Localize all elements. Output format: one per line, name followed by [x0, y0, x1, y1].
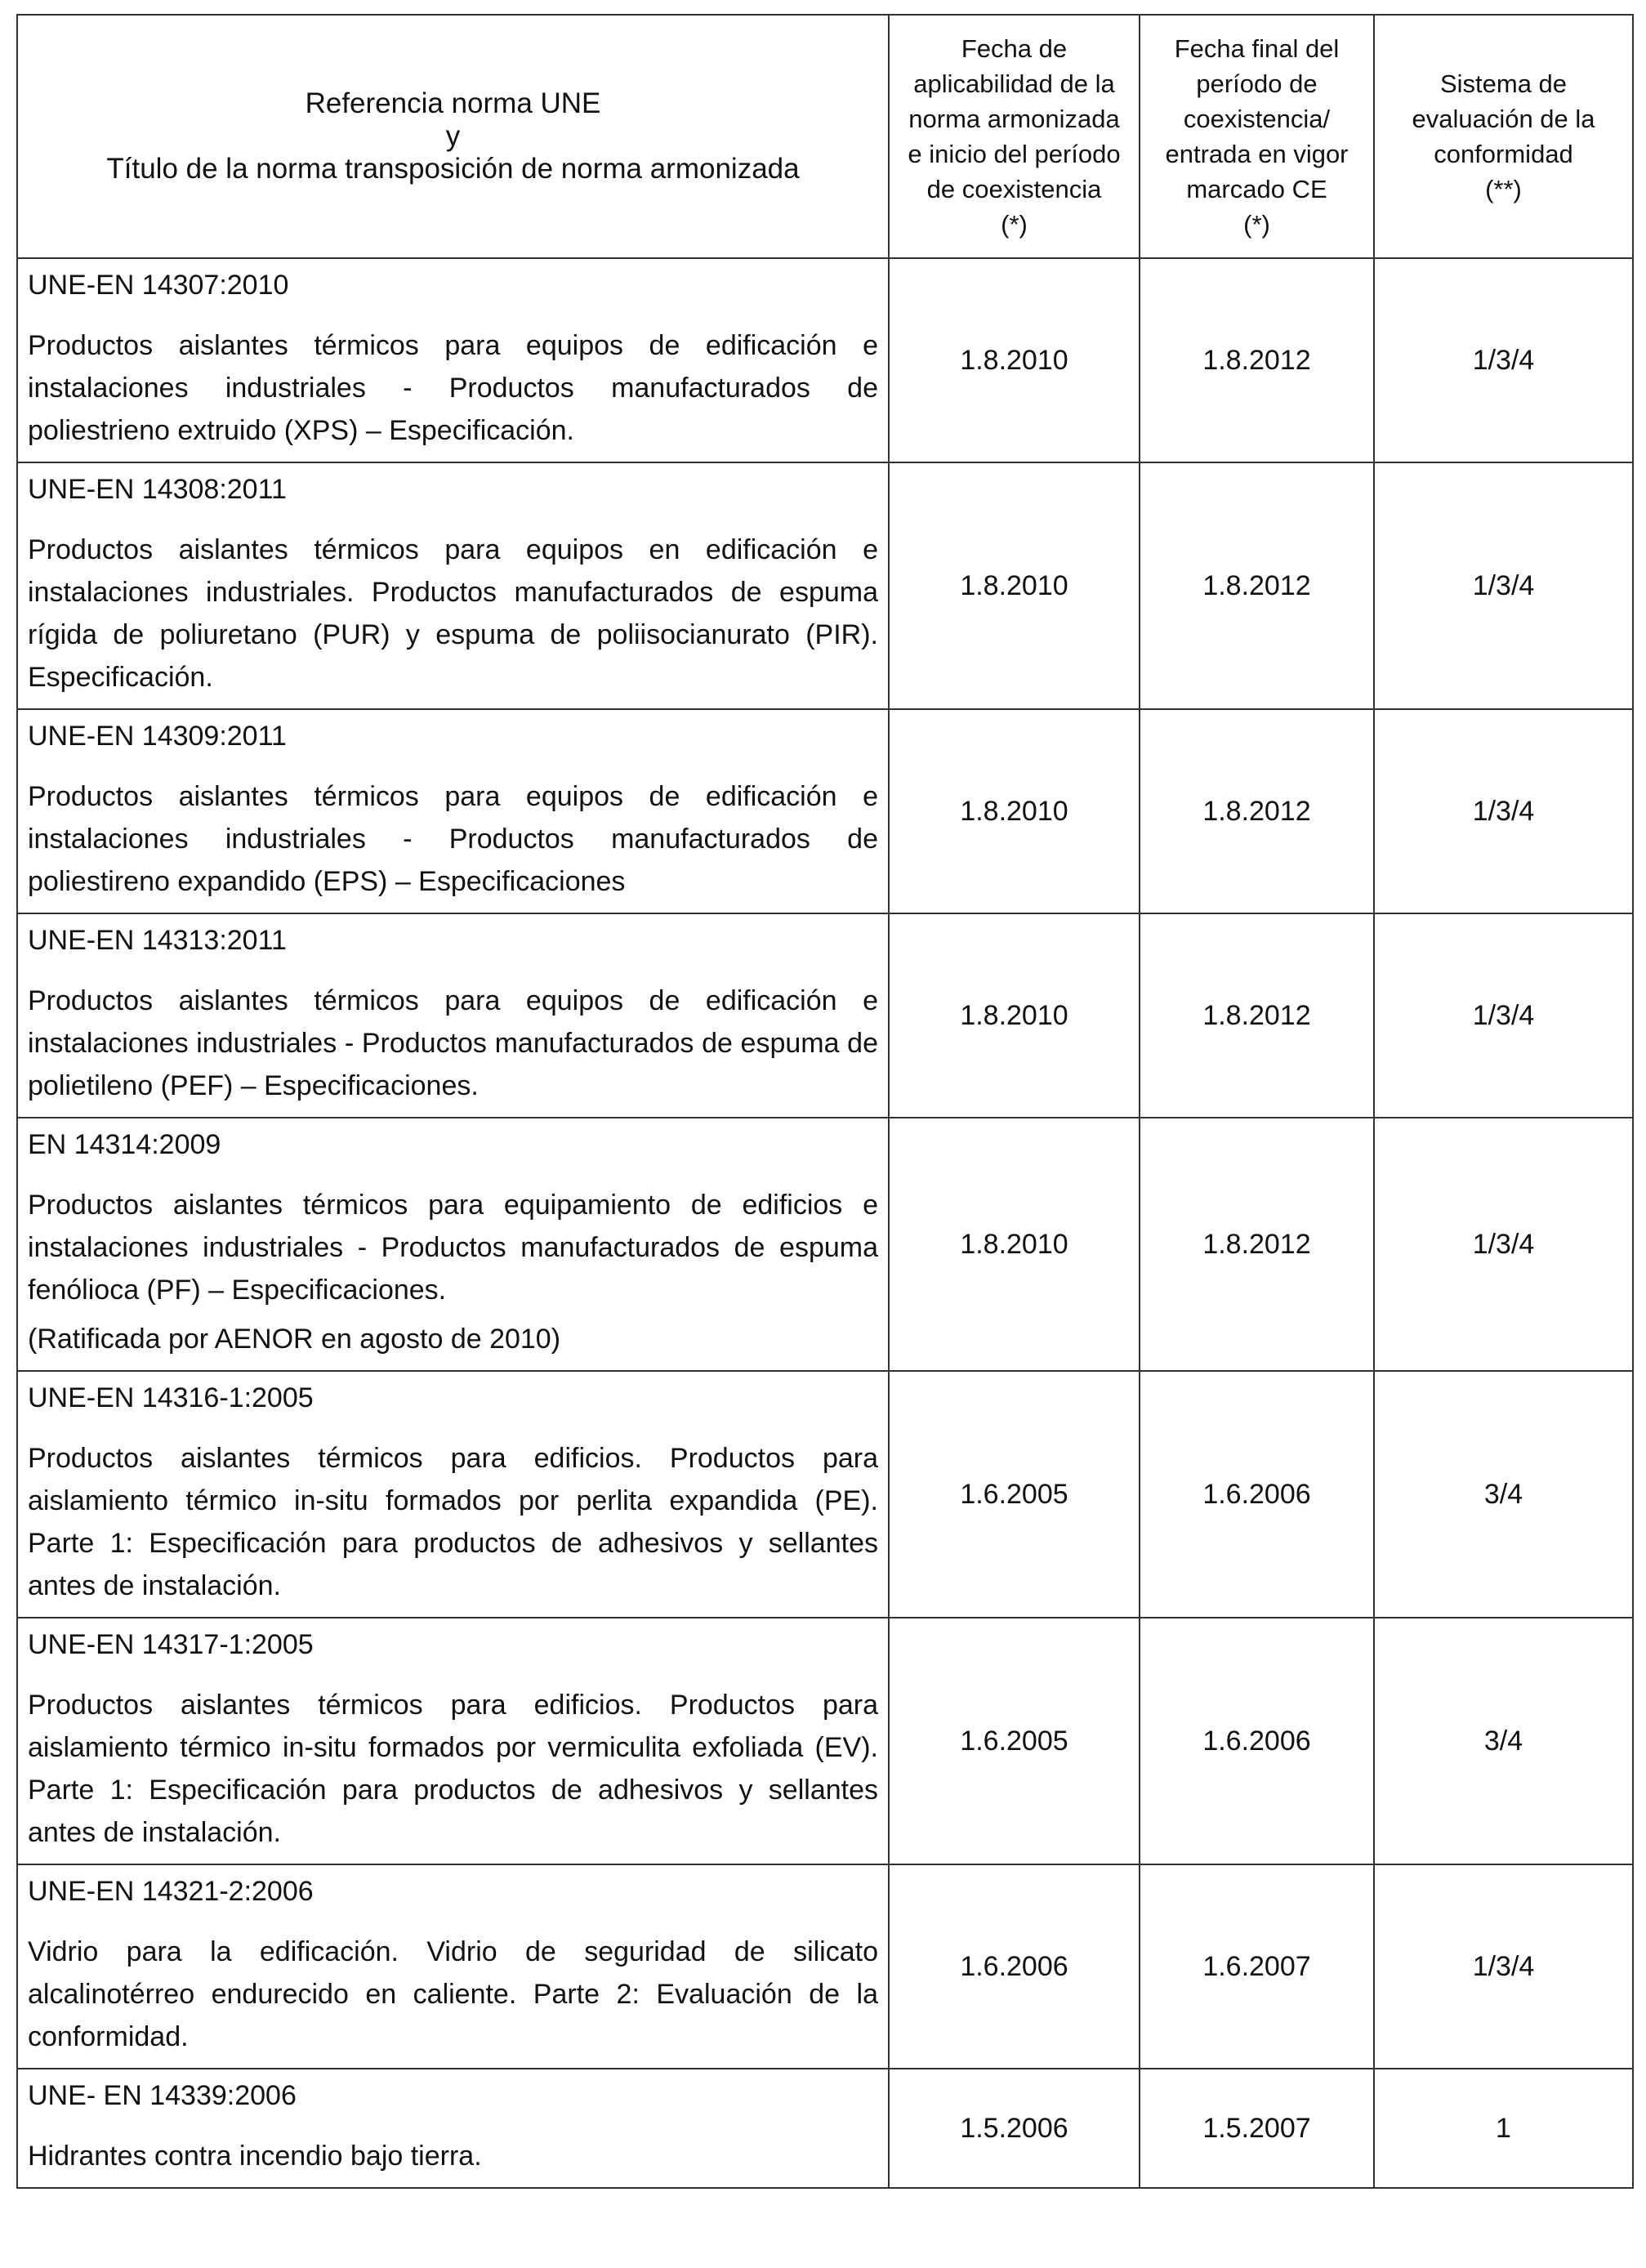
table-row	[17, 913, 1633, 1118]
reference-cell	[17, 2069, 889, 2188]
header-line: aplicabilidad de la	[913, 69, 1115, 98]
conformity-system: 1/3/4	[1374, 913, 1633, 1118]
applicability-date: 1.6.2005	[889, 1371, 1140, 1618]
standard-code: UNE-EN 14317-1:2005	[28, 1629, 314, 1660]
conformity-system: 3/4	[1374, 1371, 1633, 1618]
header-applicability-date	[889, 15, 1140, 258]
coexistence-end-date: 1.8.2012	[1140, 462, 1374, 709]
coexistence-end-date: 1.8.2012	[1140, 709, 1374, 913]
table-row	[17, 709, 1633, 913]
coexistence-end-date: 1.5.2007	[1140, 2069, 1374, 2188]
standard-code: UNE-EN 14321-2:2006	[28, 1876, 314, 1907]
standard-title: Productos aislantes térmicos para edificios. Productos para aislamiento térmico in-situ formados por perlita expandida (PE). Parte 1: Especificación para productos de adhesivos y sellantes antes de instalación.	[28, 1443, 878, 1601]
header-line: marcado CE	[1186, 175, 1327, 203]
reference-cell	[17, 913, 889, 1118]
applicability-date: 1.6.2006	[889, 1864, 1140, 2069]
standard-title: Hidrantes contra incendio bajo tierra.	[28, 2141, 482, 2172]
conformity-system: 1/3/4	[1374, 462, 1633, 709]
applicability-date: 1.6.2005	[889, 1618, 1140, 1864]
applicability-date: 1.8.2010	[889, 1118, 1140, 1371]
standard-code: UNE-EN 14313:2011	[28, 925, 287, 956]
header-line: (*)	[1001, 210, 1028, 239]
standard-title: Productos aislantes térmicos para edificios. Productos para aislamiento térmico in-situ formados por vermiculita exfoliada (EV). Parte 1: Especificación para productos de adhesivos y sellantes antes de instalación.	[28, 1690, 878, 1848]
applicability-date: 1.8.2010	[889, 913, 1140, 1118]
coexistence-end-date: 1.8.2012	[1140, 913, 1374, 1118]
coexistence-end-date: 1.6.2007	[1140, 1864, 1374, 2069]
reference-cell	[17, 1618, 889, 1864]
header-reference-line: y	[445, 120, 461, 152]
table-row	[17, 258, 1633, 462]
applicability-date: 1.8.2010	[889, 258, 1140, 462]
table-row	[17, 2069, 1633, 2188]
applicability-date: 1.8.2010	[889, 462, 1140, 709]
reference-cell	[17, 462, 889, 709]
table-row	[17, 1371, 1633, 1618]
header-line: Fecha final del	[1174, 34, 1340, 63]
header-line: e inicio del período	[908, 140, 1121, 168]
reference-cell	[17, 1864, 889, 2069]
reference-cell	[17, 258, 889, 462]
coexistence-end-date: 1.6.2006	[1140, 1371, 1374, 1618]
conformity-system: 1/3/4	[1374, 258, 1633, 462]
conformity-system: 1/3/4	[1374, 1864, 1633, 2069]
header-line: de coexistencia	[926, 175, 1102, 203]
standard-code: UNE-EN 14309:2011	[28, 721, 287, 752]
header-coexistence-end-date	[1140, 15, 1374, 258]
reference-cell	[17, 709, 889, 913]
header-line: (*)	[1243, 210, 1270, 239]
reference-cell	[17, 1371, 889, 1618]
table-header-row	[17, 15, 1633, 258]
standard-title: Productos aislantes térmicos para equipos de edificación e instalaciones industriales - Productos manufacturados de poliestrieno extruido (XPS) – Especificación.	[28, 330, 878, 446]
coexistence-end-date: 1.6.2006	[1140, 1618, 1374, 1864]
coexistence-end-date: 1.8.2012	[1140, 258, 1374, 462]
standard-code: UNE-EN 14316-1:2005	[28, 1382, 314, 1413]
standard-note: (Ratificada por AENOR en agosto de 2010)	[28, 1324, 561, 1355]
header-line: Fecha de	[961, 34, 1068, 63]
header-reference	[17, 15, 889, 258]
harmonized-standards-table	[16, 14, 1634, 2189]
header-line: conformidad	[1434, 140, 1573, 168]
conformity-system: 3/4	[1374, 1618, 1633, 1864]
header-reference-line: Título de la norma transposición de norma armonizada	[106, 153, 800, 185]
standard-title: Productos aislantes térmicos para equipamiento de edificios e instalaciones industriales - Productos manufacturados de espuma fenólioca (PF) – Especificaciones.	[28, 1190, 878, 1306]
header-conformity-system	[1374, 15, 1633, 258]
standard-title: Vidrio para la edificación. Vidrio de seguridad de silicato alcalinotérreo endurecido en caliente. Parte 2: Evaluación de la conformidad.	[28, 1936, 878, 2052]
table-row	[17, 462, 1633, 709]
header-line: Sistema de	[1439, 69, 1568, 98]
standard-title: Productos aislantes térmicos para equipos en edificación e instalaciones industriales. Productos manufacturados de espuma rígida de poliuretano (PUR) y espuma de poliisocianurato (PIR). Especificación.	[28, 534, 878, 693]
table-row	[17, 1118, 1633, 1371]
header-reference-line: Referencia norma UNE	[305, 87, 601, 119]
header-line: norma armonizada	[908, 105, 1120, 133]
standard-code: EN 14314:2009	[28, 1129, 221, 1160]
header-line: evaluación de la	[1412, 105, 1595, 133]
conformity-system: 1/3/4	[1374, 1118, 1633, 1371]
table-row	[17, 1864, 1633, 2069]
coexistence-end-date: 1.8.2012	[1140, 1118, 1374, 1371]
standard-code: UNE- EN 14339:2006	[28, 2080, 297, 2111]
reference-cell	[17, 1118, 889, 1371]
applicability-date: 1.5.2006	[889, 2069, 1140, 2188]
table-row	[17, 1618, 1633, 1864]
applicability-date: 1.8.2010	[889, 709, 1140, 913]
standard-code: UNE-EN 14307:2010	[28, 270, 289, 301]
header-line: (**)	[1485, 175, 1522, 203]
standard-title: Productos aislantes térmicos para equipos de edificación e instalaciones industriales - Productos manufacturados de poliestireno expandido (EPS) – Especificaciones	[28, 781, 878, 897]
conformity-system: 1	[1374, 2069, 1633, 2188]
header-line: coexistencia/	[1183, 105, 1331, 133]
standard-title: Productos aislantes térmicos para equipos de edificación e instalaciones industriales - Productos manufacturados de espuma de polietileno (PEF) – Especificaciones.	[28, 985, 878, 1101]
standard-code: UNE-EN 14308:2011	[28, 474, 287, 505]
header-line: entrada en vigor	[1165, 140, 1349, 168]
conformity-system: 1/3/4	[1374, 709, 1633, 913]
header-line: período de	[1196, 69, 1318, 98]
